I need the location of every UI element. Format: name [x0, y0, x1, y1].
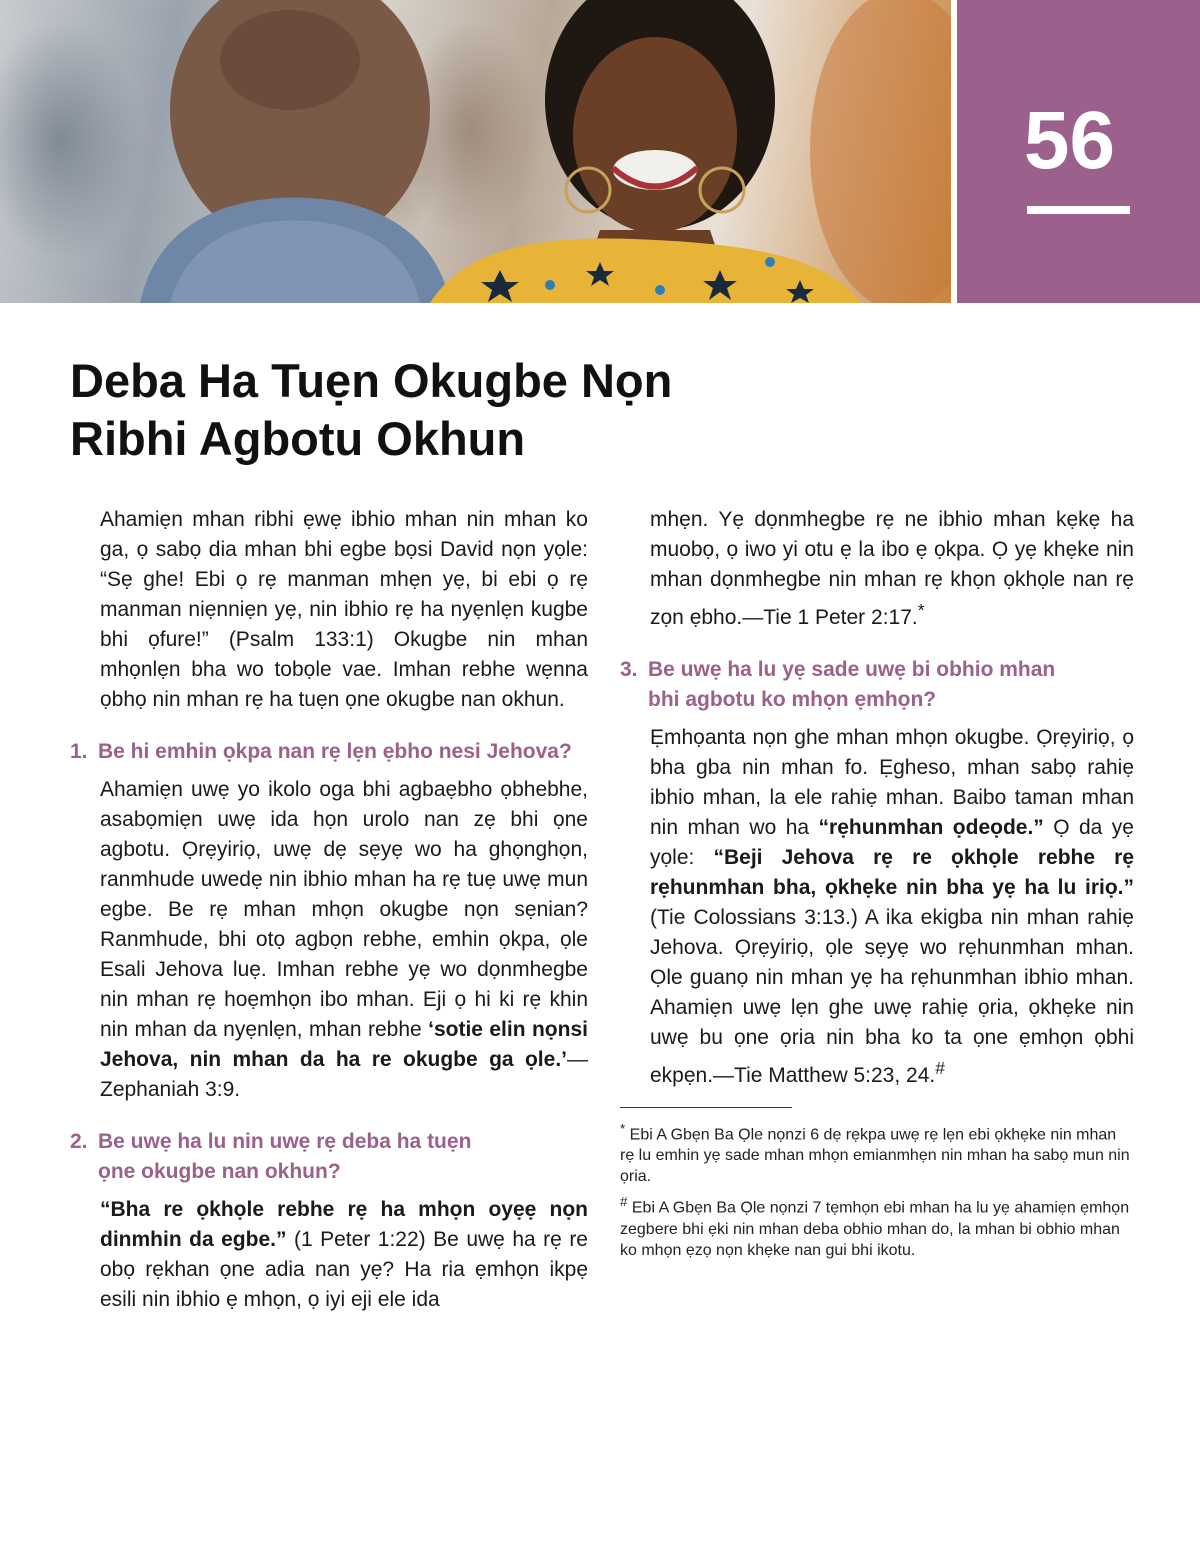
question-3-text — [648, 655, 1055, 715]
intro-paragraph: Ahamiẹn mhan ribhi ẹwẹ ibhio mhan nin mhan ko ga, ọ sabọ dia mhan bhi egbe bọsi David nọn yọle: “Sẹ ghe! Ebi ọ rẹ manman mhẹn yẹ, bi ebi ọ rẹ manman niẹnniẹn yẹ, nin ibhio rẹ ha nyẹnlẹn kugbe bhi ọfure!” (Psalm 133:1) Okugbe nin mhan mhọnlẹn bha wo tobọle vae. Imhan rebhe wẹnna ọbhọ nin mhan rẹ ha tuẹn ọne okugbe nan okhun. — [100, 508, 588, 711]
question-2-bold-quote: “Bha re ọkhọle rebhe rẹ ha mhọn oyẹẹ nọn dinmhin da egbe.” — [100, 1198, 588, 1251]
page-title — [70, 352, 830, 468]
question-3-body-2: Ọ da yẹ yọle: — [650, 816, 1134, 869]
footnote-1-mark: * — [620, 1121, 626, 1136]
footnote-2 — [620, 1191, 1134, 1260]
right-column — [620, 505, 1134, 1261]
lesson-number: 56 — [1023, 95, 1116, 186]
question-2-number: 2. — [70, 1130, 88, 1153]
question-3-bold-2: “Beji Jehova rẹ re ọkhọle rebhe rẹ rẹhunmhan bha, ọkhẹke nin bha yẹ ha lu iriọ.” — [650, 846, 1134, 899]
question-3-body-1: Ẹmhọanta nọn ghe mhan mhọn okugbe. Ọrẹyiriọ, ọ bha gba nin mhan fo. Ẹgheso, mhan sabọ rahiẹ ibhio mhan, la ele rahiẹ mhan. Baibo taman mhan nin mhan wo ha — [650, 726, 1134, 839]
question-2-text — [98, 1127, 471, 1187]
question-2-body: (1 Peter 1:22) Be uwẹ ha rẹ re obọ rẹkhan ọne adia nan yẹ? Ha ria ẹmhọn ikpẹ esili nin ibhio ẹ mhọn, ọ iyi eji ele ida — [100, 1228, 588, 1311]
footnote-divider — [620, 1107, 792, 1108]
question-1-heading — [70, 737, 588, 767]
page-title-line-1: Deba Ha Tuẹn Okugbe Nọn — [70, 354, 673, 407]
question-1-bold-quote: ‘sotie elin nọnsi Jehova, nin mhan da ha re okugbe ga ọle.’ — [100, 1018, 588, 1071]
question-2-paragraph-continued — [620, 505, 1134, 633]
question-3-heading — [620, 655, 1134, 715]
question-3-text-line-2: bhi agbotu ko mhọn ẹmhọn? — [648, 688, 937, 711]
hero-photo — [0, 0, 951, 303]
footnote-ref-asterisk[interactable]: * — [917, 600, 925, 620]
hero-photo-illustration — [0, 0, 951, 303]
question-3-body-3: (Tie Colossians 3:13.) A ika ekigba nin mhan rahiẹ Jehova. Ọrẹyiriọ, ọle sẹyẹ wo rẹhunmhan mhan. Ọle guanọ nin mhan yẹ ha rẹhunmhan ibhio mhan. Ahamiẹn uwẹ lẹn ghe uwẹ rahiẹ ọria, ọkhẹke nin uwẹ bu ọne ọria nin bha ko ta ọne ẹmhọn ọbhi ekpẹn.—Tie Matthew 5:23, 24. — [650, 906, 1134, 1087]
question-2-heading — [70, 1127, 588, 1187]
footnote-2-mark: # — [620, 1194, 628, 1210]
question-1-number: 1. — [70, 740, 88, 763]
question-2-paragraph — [70, 1195, 588, 1315]
footnote-ref-hash[interactable]: # — [935, 1058, 945, 1078]
lesson-number-box — [957, 0, 1200, 303]
question-2-body-continued: mhẹn. Yẹ dọnmhegbe rẹ ne ibhio mhan kẹkẹ ha muobọ, ọ iwo yi otu ẹ la ibo ẹ ọkpa. Ọ yẹ khẹke nin mhan dọnmhegbe nin mhan rẹ khọn ọkhọle nan rẹ zọn ẹbho.—Tie 1 Peter 2:17. — [650, 508, 1134, 629]
question-1-body: Ahamiẹn uwẹ yo ikolo oga bhi agbaẹbho ọbhebhe, asabọmiẹn uwẹ ida họn urolo nan zẹ bhi ọne agbotu. Ọrẹyiriọ, uwẹ dẹ sẹyẹ wo ha ghọnghọn, ranmhude uwedẹ nin ibhio mhan ha rẹ tuẹ uwẹ mun egbe. Be rẹ mhan mhọn okugbe nọn sẹnian? Ranmhude, bhi otọ agbọn rebhe, emhin ọkpa, ọle Esali Jehova luẹ. Imhan rebhe yẹ wo dọnmhegbe nin mhan rẹ hoẹmhọn ibo mhan. Eji ọ hi ki rẹ khin nin mhan da nyẹnlẹn, mhan rebhe — [100, 778, 588, 1041]
lesson-number-underline — [1027, 206, 1130, 214]
question-3-number: 3. — [620, 658, 638, 681]
question-2-text-line-2: ọne okugbe nan okhun? — [98, 1160, 341, 1183]
footnote-2-text: Ebi A Gbẹn Ba Ọle nọnzi 7 tẹmhọn ebi mhan ha lu yẹ ahamiẹn ẹmhọn zegbere bhi ẹki nin mhan deba obhio mhan do, la mhan bi obhio mhan ko mhọn ẹzọ nọn khẹke nan gui bhi ikotu. — [620, 1199, 1130, 1259]
question-3-paragraph — [620, 723, 1134, 1091]
page-title-line-2: Ribhi Agbotu Okhun — [70, 412, 526, 465]
footnote-1 — [620, 1118, 1134, 1187]
left-column — [70, 505, 588, 1315]
question-3-text-line-1: Be uwẹ ha lu yẹ sade uwẹ bi obhio mhan — [648, 658, 1056, 681]
footnote-1-text: Ebi A Gbẹn Ba Ọle nọnzi 6 dẹ rẹkpa uwẹ rẹ lẹn ebi ọkhẹke nin mhan rẹ lu emhin yẹ sade mhan mhọn emianmhẹn nin mhan ha sabọ mun nin ọria. — [620, 1126, 1130, 1186]
question-3-bold-1: “rẹhunmhan ọdeọde.” — [818, 816, 1044, 839]
question-1-citation: —Zephaniah 3:9. — [100, 1048, 588, 1101]
question-1-paragraph — [70, 775, 588, 1105]
question-2-text-line-1: Be uwẹ ha lu nin uwẹ rẹ deba ha tuẹn — [98, 1130, 472, 1153]
question-1-text: Be hi emhin ọkpa nan rẹ lẹn ẹbho nesi Jehova? — [98, 740, 572, 763]
